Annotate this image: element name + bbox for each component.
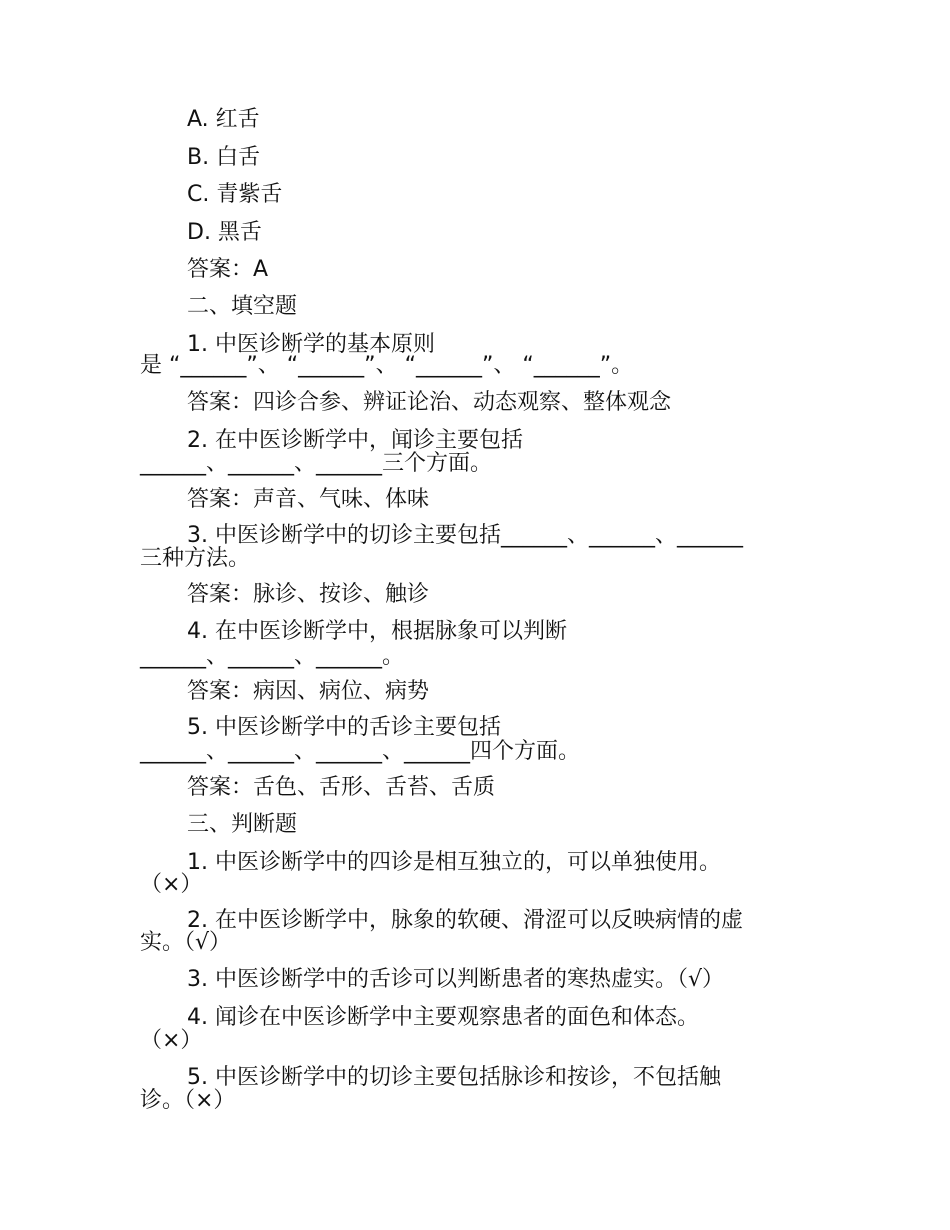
fill-q3-line1: 3. 中医诊断学中的切诊主要包括______、______、______	[187, 523, 743, 548]
choice-answer: 答案：A	[187, 257, 269, 282]
fill-q2-line2: ______、______、______三个方面。	[140, 451, 493, 476]
fill-q4-line1: 4. 在中医诊断学中，根据脉象可以判断	[187, 619, 567, 644]
fill-q1-answer: 答案：四诊合参、辨证论治、动态观察、整体观念	[187, 390, 672, 415]
fill-q5-line2: ______、______、______、______四个方面。	[140, 739, 581, 764]
tf-q4-line2: （×）	[140, 1028, 203, 1053]
tf-q4-line1: 4. 闻诊在中医诊断学中主要观察患者的面色和体态。	[187, 1005, 699, 1030]
fill-q4-answer: 答案：病因、病位、病势	[187, 679, 430, 704]
tf-q3-line1: 3. 中医诊断学中的舌诊可以判断患者的寒热虚实。（√）	[187, 967, 725, 992]
tf-q1-line2: （×）	[140, 872, 203, 897]
section-heading-fill-in: 二、填空题	[187, 294, 298, 319]
fill-q2-answer: 答案：声音、气味、体味	[187, 487, 430, 512]
fill-q2-line1: 2. 在中医诊断学中，闻诊主要包括	[187, 428, 523, 453]
option-a: A. 红舌	[187, 107, 260, 132]
section-heading-true-false: 三、判断题	[187, 812, 298, 837]
fill-q1-line2: 是 “______”、 “______”、 “______”、 “______”。	[140, 353, 634, 378]
fill-q5-line1: 5. 中医诊断学中的舌诊主要包括	[187, 715, 501, 740]
tf-q5-line2: 诊。（×）	[140, 1088, 236, 1113]
fill-q3-answer: 答案：脉诊、按诊、触诊	[187, 582, 430, 607]
option-d: D. 黑舌	[187, 220, 262, 245]
tf-q2-line1: 2. 在中医诊断学中，脉象的软硬、滑涩可以反映病情的虚	[187, 908, 743, 933]
fill-q4-line2: ______、______、______。	[140, 644, 405, 669]
tf-q1-line1: 1. 中医诊断学中的四诊是相互独立的，可以单独使用。	[187, 850, 721, 875]
tf-q2-line2: 实。（√）	[140, 930, 232, 955]
option-c: C. 青紫舌	[187, 182, 283, 207]
option-b: B. 白舌	[187, 145, 261, 170]
fill-q5-answer: 答案：舌色、舌形、舌苔、舌质	[187, 775, 496, 800]
tf-q5-line1: 5. 中医诊断学中的切诊主要包括脉诊和按诊，不包括触	[187, 1065, 721, 1090]
fill-q1-line1: 1. 中医诊断学的基本原则	[187, 332, 435, 357]
fill-q3-line2: 三种方法。	[140, 546, 251, 571]
